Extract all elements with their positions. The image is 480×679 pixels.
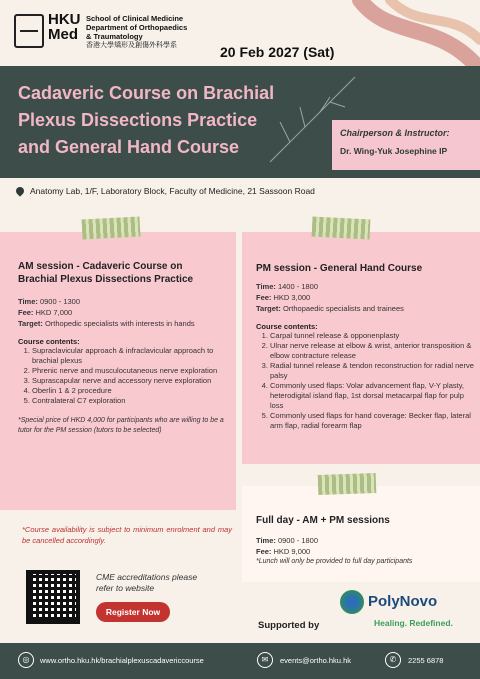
list-item: 3. Suprascapular nerve and accessory nerve exploration	[32, 376, 232, 386]
venue-text: Anatomy Lab, 1/F, Laboratory Block, Faculty of Medicine, 21 Sassoon Road	[30, 186, 315, 196]
list-item: 4. Oberlin 1 & 2 procedure	[32, 386, 232, 396]
footer	[0, 643, 480, 679]
department-name: School of Clinical Medicine Department of Orthopaedics & Traumatology 香港大學矯形及創傷外科學系	[86, 14, 188, 49]
am-time: 0900 - 1300	[39, 297, 81, 306]
am-session-title: AM session - Cadaveric Course on Brachial Plexus Dissections Practice	[18, 261, 194, 285]
am-session-content: AM session - Cadaveric Course on Brachial Plexus Dissections Practice Time: 0900 - 1300 Fee: HKD 7,000 Target: Orthopedic specialists with interests in hands Course contents: 1. Supraclavicular approach & infraclavicular approach to brachial plexus 2. Phrenic nerve and musculocutaneous nerve exploration 3. Suprascapular nerve and accessory nerve exploration 4. Oberlin 1 & 2 procedure 5. Contralateral C7 exploration *Special price of HKD 4,000 for participants who are willing to be a tutor for the PM session (tutors to be selected)	[18, 260, 232, 435]
cme-note: CME accreditations please refer to website	[96, 572, 198, 593]
chairperson-box	[332, 120, 480, 170]
chair-name: Dr. Wing-Yuk Josephine IP	[340, 146, 448, 156]
fullday-title: Full day - AM + PM sessions	[256, 515, 390, 526]
list-item: 3. Radial tunnel release & tendon reconstruction for radial nerve palsy	[270, 361, 474, 381]
list-item: 5. Commonly used flaps for hand coverage: Becker flap, lateral arm flap, radial forearm flap	[270, 411, 474, 431]
pm-contents-list	[256, 331, 474, 431]
list-item: 1. Supraclavicular approach & infraclavicular approach to brachial plexus	[32, 346, 232, 366]
list-item: 2. Ulnar nerve release at elbow & wrist, anterior transposition & elbow contracture release	[270, 341, 474, 361]
fullday-time: 0900 - 1800	[277, 536, 319, 545]
phone-number[interactable]: 2255 6878	[408, 656, 444, 665]
chair-label: Chairperson & Instructor:	[340, 128, 450, 138]
tape-decoration	[318, 473, 377, 495]
list-item: 2. Phrenic nerve and musculocutaneous nerve exploration	[32, 366, 232, 376]
am-fee: HKD 7,000	[35, 308, 73, 317]
am-target: Orthopedic specialists with interests in hands	[44, 319, 195, 328]
polynovo-logo-icon	[340, 590, 364, 614]
phone-icon: ✆	[385, 652, 401, 668]
pm-target: Orthopaedic specialists and trainees	[282, 304, 404, 313]
register-button[interactable]: Register Now	[96, 602, 170, 622]
event-date: 20 Feb 2027 (Sat)	[220, 44, 335, 60]
pm-fee: HKD 3,000	[273, 293, 311, 302]
pm-contents-label: Course contents:	[256, 322, 318, 331]
sponsor-name: PolyNovo	[368, 593, 438, 610]
tape-decoration	[82, 216, 141, 239]
list-item: 5. Contralateral C7 exploration	[32, 396, 232, 406]
am-contents-label: Course contents:	[18, 337, 80, 346]
pm-time: 1400 - 1800	[277, 282, 319, 291]
list-item: 1. Carpal tunnel release & opponenplasty	[270, 331, 474, 341]
pm-session-title: PM session - General Hand Course	[256, 263, 423, 274]
hku-med-logo: HKU Med	[48, 11, 81, 43]
availability-notice: *Course availability is subject to minimum enrolment and may be cancelled accordingly.	[22, 525, 232, 545]
list-item: 4. Commonly used flaps: Volar advancement flap, V-Y plasty, heterodigital island flap, 1st dorsal metacarpal flap for pulp loss	[270, 381, 474, 411]
pm-session-content: PM session - General Hand Course Time: 1400 - 1800 Fee: HKD 3,000 Target: Orthopaedic specialists and trainees Course contents: 1. Carpal tunnel release & opponenplasty 2. Ulnar nerve release at elbow & wrist, anterior transposition & elbow contracture release 3. Radial tunnel release & tendon reconstruction for radial nerve palsy 4. Commonly used flaps: Volar advancement flap, V-Y plasty, heterodigital island flap, 1st dorsal metacarpal flap for pulp loss 5. Commonly used flaps for hand coverage: Becker flap, lateral arm flap, radial forearm flap	[256, 262, 474, 431]
qr-code[interactable]	[26, 570, 80, 624]
am-contents-list	[18, 346, 232, 406]
email-icon: ✉	[257, 652, 273, 668]
am-tutor-note: *Special price of HKD 4,000 for participants who are willing to be a tutor for the PM session (tutors to be selected)	[18, 417, 224, 434]
sponsor-tagline: Healing. Redefined.	[374, 618, 453, 628]
supported-by-label: Supported by	[258, 620, 320, 631]
course-title: Cadaveric Course on Brachial Plexus Dissections Practice and General Hand Course	[18, 83, 275, 157]
location-pin-icon	[14, 185, 25, 196]
website-link[interactable]: www.ortho.hku.hk/brachialplexuscadavericcourse	[40, 656, 204, 665]
email-link[interactable]: events@ortho.hku.hk	[280, 656, 351, 665]
venue	[16, 186, 315, 196]
fullday-lunch-note: *Lunch will only be provided to full day participants	[256, 558, 413, 565]
hku-crest-logo	[14, 14, 44, 48]
tape-decoration	[312, 216, 371, 239]
fullday-fee: HKD 9,000	[273, 547, 311, 556]
globe-icon: ◎	[18, 652, 34, 668]
fullday-content: Full day - AM + PM sessions Time: 0900 - 1800 Fee: HKD 9,000 *Lunch will only be provided to full day participants	[256, 514, 474, 567]
